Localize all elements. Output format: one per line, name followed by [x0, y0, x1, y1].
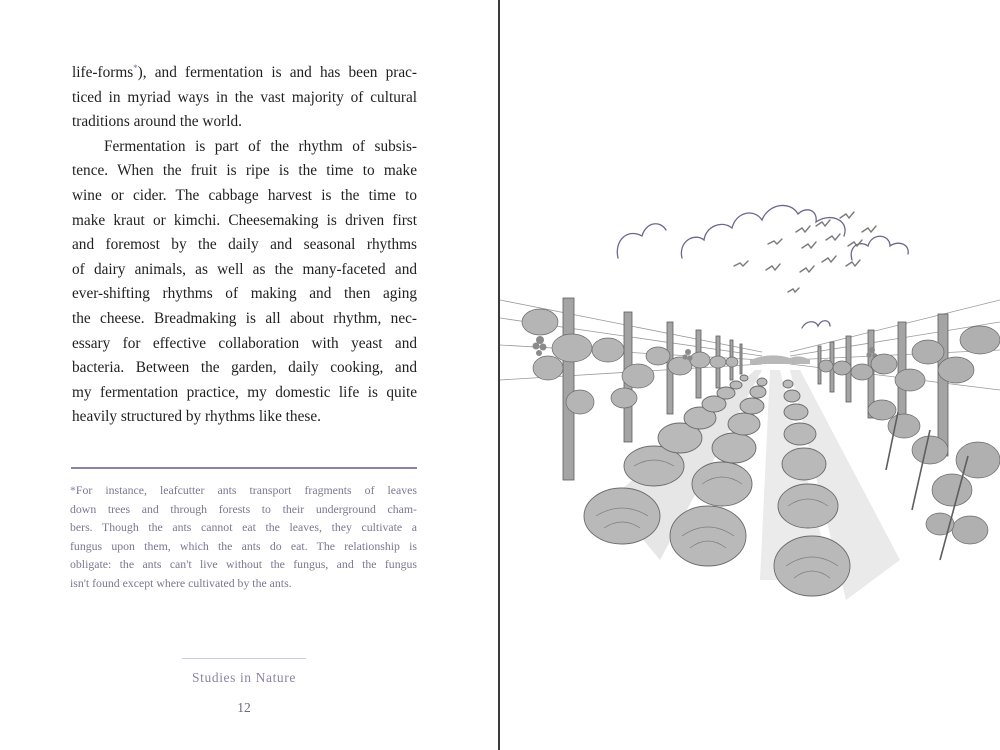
- distant-hedge: [750, 355, 810, 364]
- cloud-right: [851, 236, 908, 260]
- footnote-line: isn't found except where cultivated by the ants.: [70, 575, 292, 590]
- text-line: heavily structured by rhythms like these.: [72, 408, 321, 426]
- text-line: wine or cider. The cabbage harvest is the time to: [72, 186, 417, 204]
- text-line: bacteria. Between the garden, daily cooking, and: [72, 359, 417, 377]
- text-line: essary for effective collaboration with yeast and: [72, 334, 417, 352]
- bird-icon: [802, 242, 816, 248]
- bird-icon: [822, 256, 836, 262]
- cabbage: [784, 423, 816, 445]
- bird-icon: [862, 226, 876, 232]
- paragraph-1: [72, 61, 417, 135]
- text-line: make kraut or kimchi. Cheesemaking is driven first: [72, 211, 417, 229]
- cabbage: [692, 462, 752, 506]
- cabbage: [783, 380, 793, 388]
- footnote-line: fungus upon them, which the ants do eat. The relationship is: [70, 538, 417, 553]
- cabbage: [784, 390, 800, 402]
- footnote-star: *: [70, 483, 76, 497]
- bird-icon: [826, 234, 840, 240]
- text-line: the cheese. Breadmaking is all about rhythm, nec-: [72, 309, 417, 327]
- footnote-marker[interactable]: *: [133, 62, 138, 73]
- cloud-main: [681, 205, 845, 258]
- text-line: my fermentation practice, my domestic life is quite: [72, 383, 417, 401]
- paragraph-2: [72, 135, 417, 430]
- cabbage: [730, 381, 742, 389]
- bird-icon: [846, 260, 860, 266]
- text-line: ever-shifting rhythms of making and then aging: [72, 285, 417, 303]
- running-footer: Studies in Nature: [192, 670, 296, 685]
- footnote-line: down trees and through forests to their underground cham-: [70, 501, 417, 516]
- bird-icon: [766, 264, 780, 270]
- footnote: [70, 481, 417, 593]
- cabbage: [784, 404, 808, 420]
- bird-icon: [768, 239, 782, 244]
- cabbage: [774, 536, 850, 596]
- text-line: and foremost by the daily and seasonal rhythms: [72, 236, 417, 254]
- bird-icon: [800, 266, 814, 272]
- cloud-group: [617, 205, 908, 328]
- vineyard-illustration: [500, 0, 1000, 750]
- bird-icon: [796, 226, 810, 232]
- bird-icon: [734, 261, 748, 266]
- cabbage: [670, 506, 746, 566]
- body-text: [72, 61, 417, 430]
- footer-rule: [182, 658, 306, 659]
- cabbage: [778, 484, 838, 528]
- text-line: Fermentation is part of the rhythm of subsis-: [104, 137, 417, 155]
- cloud-far: [802, 321, 830, 328]
- cloud-left: [617, 224, 666, 258]
- text-line: tence. When the fruit is ripe is the time to make: [72, 162, 417, 180]
- cabbage: [740, 398, 764, 414]
- bird-icon: [788, 288, 799, 292]
- cabbage: [740, 375, 748, 381]
- cabbage: [750, 386, 766, 398]
- footnote-divider: [71, 467, 417, 469]
- footnote-line: *For instance, leafcutter ants transport fragments of leaves: [70, 483, 417, 497]
- right-page: [500, 0, 1000, 750]
- bird-icon: [840, 212, 854, 218]
- footnote-line: bers. Though the ants cannot eat the leaves, they cultivate a: [70, 520, 417, 535]
- left-page: [0, 0, 498, 750]
- text-line: traditions around the world.: [72, 113, 242, 131]
- bird-flock: [734, 212, 876, 292]
- text-line: of dairy animals, as well as the many-faceted and: [72, 260, 417, 278]
- cabbage: [757, 378, 767, 386]
- footnote-line: obligate: the ants can't live without the fungus, and the fungus: [70, 557, 417, 572]
- cabbage: [712, 433, 756, 463]
- cabbage: [728, 413, 760, 435]
- text-line: life-forms*), and fermentation is and has been prac-: [72, 62, 417, 81]
- text-line: ticed in myriad ways in the vast majority of cultural: [72, 88, 417, 106]
- page-number: 12: [237, 700, 251, 715]
- cabbage: [584, 488, 660, 544]
- cabbage: [717, 387, 735, 399]
- cabbage: [782, 448, 826, 480]
